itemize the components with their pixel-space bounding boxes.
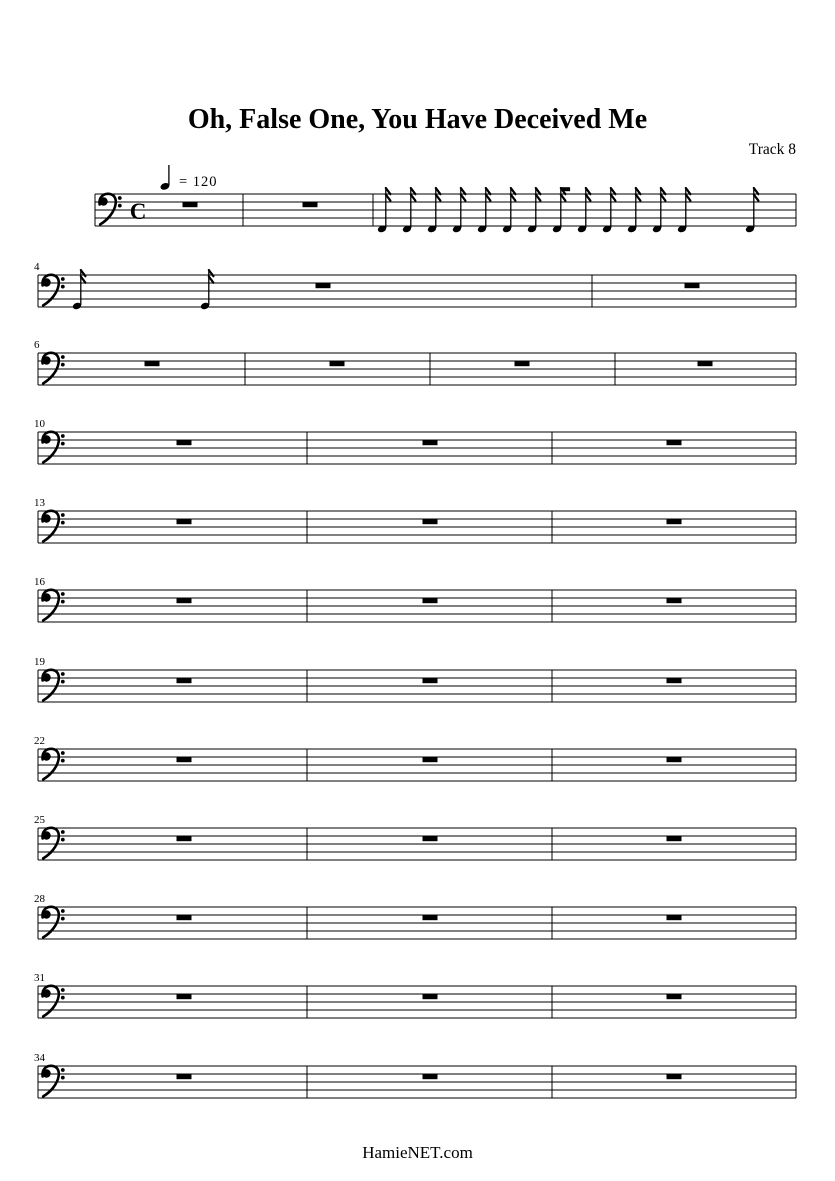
sixteenth-note [677, 188, 691, 233]
measure-number: 6 [34, 339, 40, 351]
staff-system [34, 339, 796, 385]
staff-system [34, 893, 796, 939]
whole-rest [667, 994, 682, 999]
bass-clef-icon [42, 511, 64, 542]
whole-rest [667, 519, 682, 524]
sixteenth-note [627, 188, 641, 233]
staff-system [34, 1052, 796, 1098]
whole-rest [423, 1074, 438, 1079]
measure-number: 31 [34, 972, 45, 984]
whole-rest [303, 202, 318, 207]
beam-stub [562, 187, 571, 191]
measure-number: 25 [34, 814, 45, 826]
sixteenth-note [72, 270, 86, 310]
bass-clef-icon [42, 670, 64, 701]
whole-rest [667, 915, 682, 920]
staff-system [34, 418, 796, 464]
bass-clef-icon [42, 432, 64, 463]
sixteenth-note [577, 188, 591, 233]
whole-rest [423, 519, 438, 524]
whole-rest [515, 361, 530, 366]
whole-rest [145, 361, 160, 366]
sixteenth-note [452, 188, 466, 233]
measure-number: 22 [34, 735, 45, 747]
whole-rest [423, 598, 438, 603]
whole-rest [177, 519, 192, 524]
whole-rest [423, 757, 438, 762]
measure-number: 19 [34, 656, 45, 668]
bass-clef-icon [42, 986, 64, 1017]
staff-system [34, 656, 796, 702]
whole-rest [177, 994, 192, 999]
staff-system [34, 576, 796, 622]
whole-rest [177, 678, 192, 683]
whole-rest [423, 994, 438, 999]
staff-system [95, 187, 796, 233]
whole-rest [698, 361, 713, 366]
measure-number: 4 [34, 261, 40, 273]
whole-rest [177, 598, 192, 603]
whole-rest [423, 836, 438, 841]
sixteenth-note [652, 188, 666, 233]
sixteenth-note [377, 188, 391, 233]
whole-rest [423, 440, 438, 445]
sixteenth-note [502, 188, 516, 233]
staff-system [34, 497, 796, 543]
measure-number: 10 [34, 418, 45, 430]
bass-clef-icon [99, 194, 121, 225]
whole-rest [177, 440, 192, 445]
staff-system [34, 261, 796, 310]
bass-clef-icon [42, 275, 64, 306]
staff-system [34, 814, 796, 860]
whole-rest [330, 361, 345, 366]
whole-rest [667, 836, 682, 841]
sixteenth-note [477, 188, 491, 233]
measure-number: 16 [34, 576, 45, 588]
sixteenth-note [745, 188, 759, 233]
sixteenth-note [402, 188, 416, 233]
staff-system [34, 972, 796, 1018]
bass-clef-icon [42, 828, 64, 859]
whole-rest [177, 915, 192, 920]
whole-rest [177, 836, 192, 841]
footer-watermark: HamieNET.com [362, 1143, 473, 1162]
whole-rest [177, 1074, 192, 1079]
bass-clef-icon [42, 1066, 64, 1097]
whole-rest [667, 678, 682, 683]
whole-rest [316, 283, 331, 288]
bass-clef-icon [42, 590, 64, 621]
time-signature: C [129, 199, 147, 224]
whole-rest [667, 1074, 682, 1079]
sixteenth-note [602, 188, 616, 233]
whole-rest [667, 440, 682, 445]
sixteenth-note [427, 188, 441, 233]
measure-number: 13 [34, 497, 45, 509]
measure-number: 34 [34, 1052, 45, 1064]
bass-clef-icon [42, 907, 64, 938]
tempo-text: = 120 [179, 174, 218, 190]
whole-rest [685, 283, 700, 288]
staff-system [34, 735, 796, 781]
sixteenth-note [527, 188, 541, 233]
whole-rest [667, 598, 682, 603]
track-label: Track 8 [748, 141, 796, 158]
bass-clef-icon [42, 353, 64, 384]
bass-clef-icon [42, 749, 64, 780]
measure-number: 28 [34, 893, 45, 905]
whole-rest [183, 202, 198, 207]
whole-rest [177, 757, 192, 762]
sixteenth-note [200, 270, 214, 310]
whole-rest [667, 757, 682, 762]
page-title: Oh, False One, You Have Deceived Me [187, 104, 648, 135]
whole-rest [423, 915, 438, 920]
whole-rest [423, 678, 438, 683]
